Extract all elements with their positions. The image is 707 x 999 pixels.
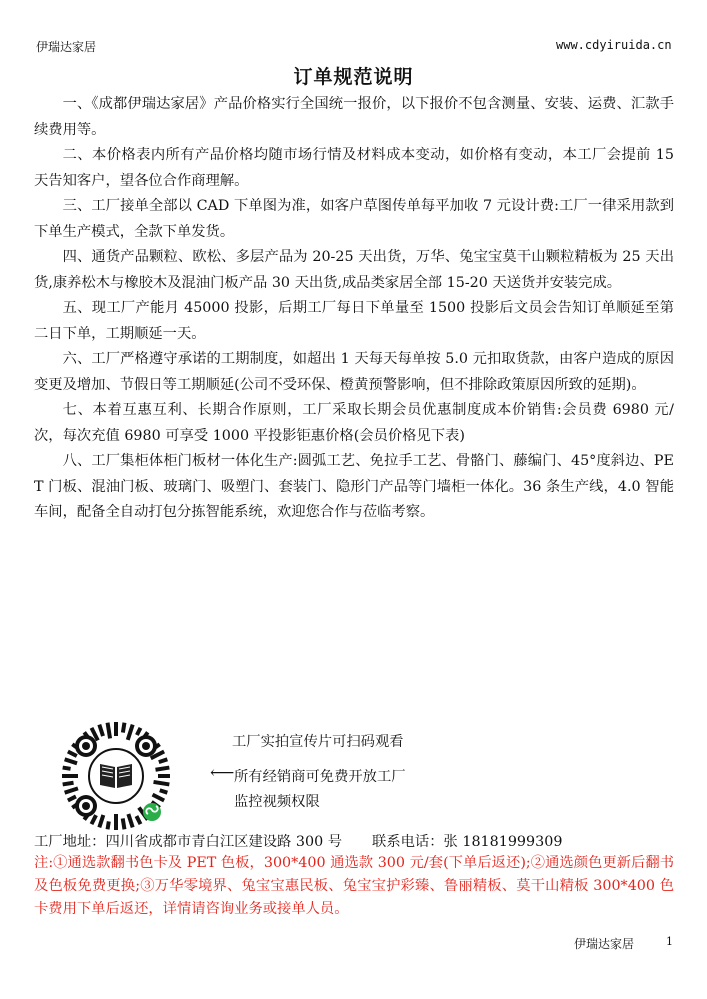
mini-program-qr-code[interactable] bbox=[60, 720, 172, 832]
qr-pattern bbox=[60, 720, 172, 832]
paragraph-5: 五、现工厂产能月 45000 投影，后期工厂每日下单量至 1500 投影后文员会告知订单顺延至第二日下单，工期顺延一天。 bbox=[34, 300, 674, 342]
factory-address: 工厂地址：四川省成都市青白江区建设路 300 号 bbox=[34, 834, 343, 850]
qr-caption: 工厂实拍宣传片可扫码观看 bbox=[232, 734, 404, 750]
contact-row bbox=[34, 831, 562, 851]
body-text bbox=[34, 92, 674, 526]
footer-brand: 伊瑞达家居 bbox=[574, 937, 635, 951]
page-number: 1 bbox=[666, 935, 673, 948]
paragraph-4: 四、通货产品颗粒、欧松、多层产品为 20-25 天出货，万华、兔宝宝莫干山颗粒精板为 25 天出货,康养松木与橡胶木及混油门板产品 30 天出货,成品类家居全部 15-20 天送货并安装完成。 bbox=[34, 249, 674, 291]
paragraph-6: 六、工厂严格遵守承诺的工期制度，如超出 1 天每天每单按 5.0 元扣取货款，由客户造成的原因变更及增加、节假日等工期顺延(公司不受环保、橙黄预警影响，但不排除政策原因所致的延期)。 bbox=[34, 351, 674, 393]
paragraph-8: 八、工厂集柜体柜门板材一体化生产:圆弧工艺、免拉手工艺、骨骼门、藤编门、45°度斜边、PET 门板、混油门板、玻璃门、吸塑门、套装门、隐形门产品等门墙柜一体化。36 条生产线，4.0 智能车间，配备全自动打包分拣智能系统，欢迎您合作与莅临考察。 bbox=[34, 453, 674, 520]
arrow-left-icon: ⟵ bbox=[210, 763, 235, 783]
paragraph-3: 三、工厂接单全部以 CAD 下单图为准，如客户草图传单每平加收 7 元设计费:工厂一律采用款到下单生产模式，全款下单发货。 bbox=[34, 198, 674, 240]
header-brand: 伊瑞达家居 bbox=[36, 40, 97, 54]
paragraph-1: 一、《成都伊瑞达家居》产品价格实行全国统一报价，以下报价不包含测量、安装、运费、汇款手续费用等。 bbox=[34, 96, 674, 138]
contact-phone[interactable]: 联系电话：张 18181999309 bbox=[372, 834, 563, 850]
dealer-access-line-2: 监控视频权限 bbox=[234, 794, 320, 810]
paragraph-7: 七、本着互惠互利、长期合作原则，工厂采取长期会员优惠制度成本价销售:会员费 6980 元/次，每次充值 6980 可享受 1000 平投影钜惠价格(会员价格见下表) bbox=[34, 402, 674, 444]
page-title: 订单规范说明 bbox=[293, 66, 414, 88]
header-website[interactable]: www.cdyiruida.cn bbox=[556, 38, 672, 52]
paragraph-2: 二、本价格表内所有产品价格均随市场行情及材料成本变动，如价格有变动，本工厂会提前 15 天告知客户，望各位合作商理解。 bbox=[34, 147, 674, 189]
red-note: 注:①通选款翻书色卡及 PET 色板，300*400 通选款 300 元/套(下单后返还);②通选颜色更新后翻书及色板免费更换;③万华零境界、兔宝宝惠民板、兔宝宝护彩臻、鲁丽精板、莫干山精板 300*400 色卡费用下单后返还，详情请咨询业务或接单人员。 bbox=[34, 855, 674, 917]
dealer-access-line-1: 所有经销商可免费开放工厂 bbox=[234, 769, 406, 785]
